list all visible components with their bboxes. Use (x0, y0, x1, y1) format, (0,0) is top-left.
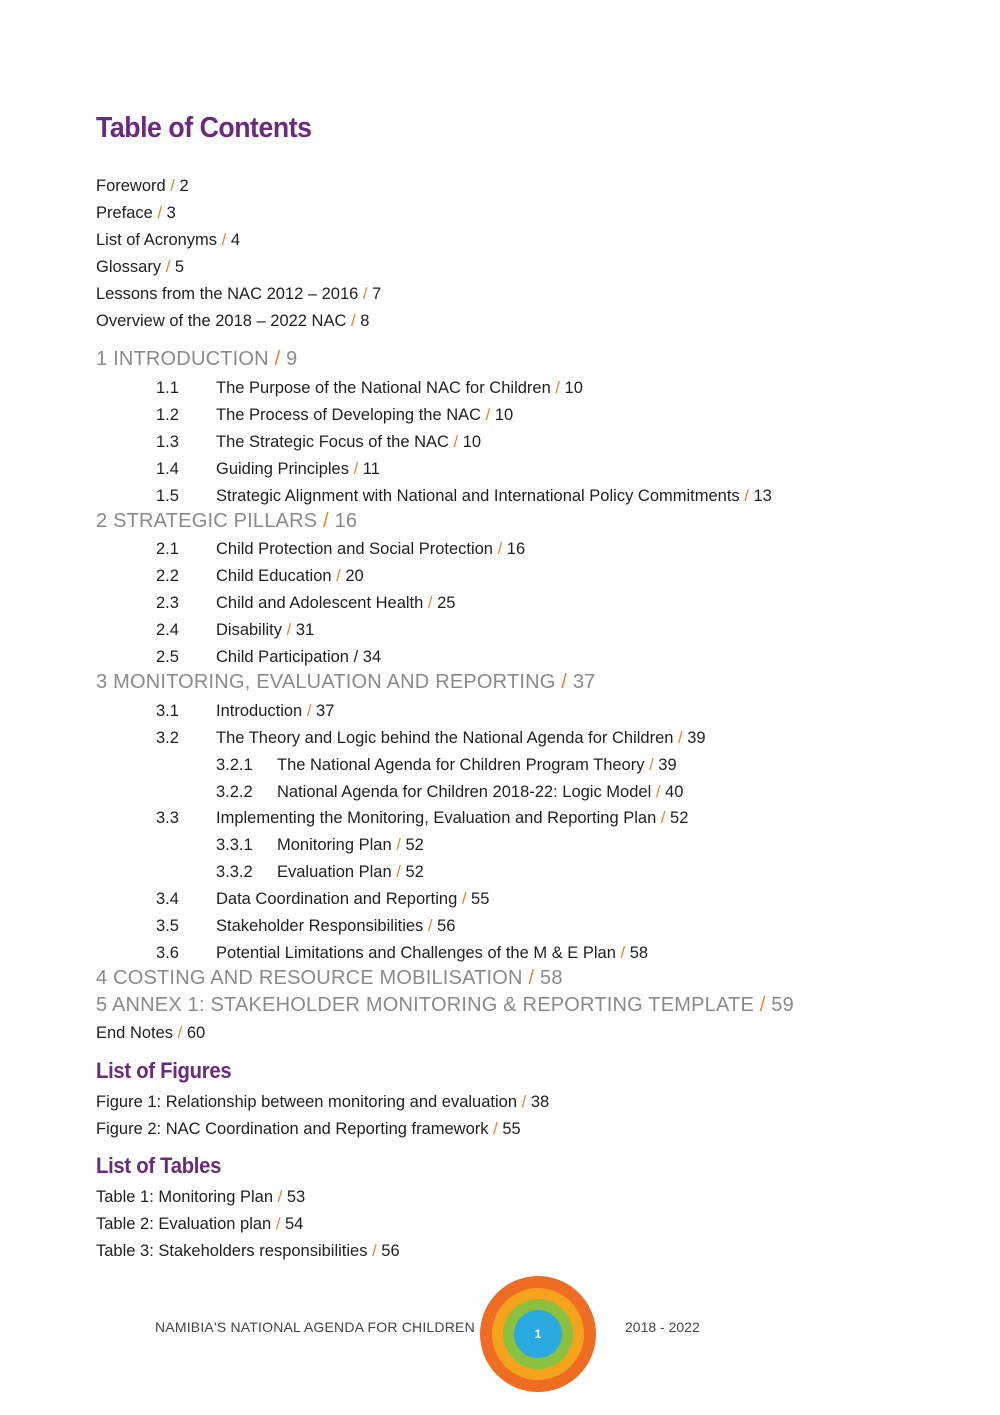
toc-entry-3-2[interactable] (156, 728, 706, 748)
entry-number: 1.4 (156, 460, 179, 478)
chapter-page: 58 (540, 967, 563, 989)
entry-page: 37 (316, 702, 335, 720)
toc-table-1[interactable] (96, 1187, 305, 1207)
toc-entry-1-2[interactable] (156, 405, 513, 425)
toc-chapter-costing[interactable] (96, 966, 563, 990)
chapter-label: 2 STRATEGIC PILLARS (96, 510, 318, 532)
page-separator: / (759, 994, 766, 1016)
page-separator: / (323, 510, 329, 532)
entry-number: 2.1 (156, 540, 179, 558)
toc-table-3[interactable] (96, 1241, 400, 1261)
entry-number: 3.2 (156, 729, 179, 747)
page-separator: / (277, 1188, 283, 1206)
entry-label: Table 2: Evaluation plan (96, 1215, 272, 1233)
entry-label: The Purpose of the National NAC for Children (216, 379, 551, 397)
entry-label: The National Agenda for Children Program Theory (277, 756, 645, 774)
entry-label: Table 3: Stakeholders responsibilities (96, 1242, 368, 1260)
entry-label: Data Coordination and Reporting (216, 890, 458, 908)
toc-entry-endnotes[interactable] (96, 1023, 205, 1043)
entry-page: 55 (471, 890, 490, 908)
entry-page: 34 (362, 648, 382, 666)
toc-entry-3-3-2[interactable] (216, 862, 424, 882)
list-of-figures-heading: List of Figures (96, 1058, 232, 1083)
entry-page: 10 (494, 406, 514, 424)
entry-page: 10 (462, 433, 482, 451)
entry-label: Guiding Principles (216, 460, 349, 478)
entry-label: Preface (96, 204, 153, 222)
toc-entry-1-4[interactable] (156, 459, 380, 479)
entry-label: Lessons from the NAC 2012 – 2016 (96, 285, 359, 303)
entry-label: Disability (216, 621, 283, 639)
entry-number: 3.4 (156, 890, 179, 908)
page-separator: / (372, 1242, 377, 1260)
entry-number: 2.4 (156, 621, 179, 639)
entry-page: 52 (405, 836, 424, 854)
page-separator: / (461, 890, 467, 908)
toc-table-2[interactable] (96, 1214, 303, 1234)
toc-entry-2-2[interactable] (156, 566, 364, 586)
entry-number: 1.2 (156, 406, 179, 424)
page-separator: / (555, 379, 560, 397)
entry-number: 3.3 (156, 809, 179, 827)
page-separator: / (221, 231, 227, 249)
entry-page: 54 (285, 1215, 304, 1233)
toc-entry-2-4[interactable] (156, 620, 314, 640)
entry-label: Strategic Alignment with National and International Policy Commitments (216, 487, 740, 505)
page-separator: / (620, 944, 626, 962)
toc-entry-overview[interactable] (96, 311, 369, 331)
entry-number: 1.1 (156, 379, 179, 397)
entry-page: 20 (345, 567, 364, 585)
toc-entry-3-2-2[interactable] (216, 782, 683, 802)
entry-number: 3.3.2 (216, 863, 253, 881)
entry-page: 56 (381, 1242, 400, 1260)
toc-entry-foreword[interactable] (96, 176, 189, 196)
entry-label: Implementing the Monitoring, Evaluation and Reporting Plan (216, 809, 657, 827)
entry-label: Evaluation Plan (277, 863, 392, 881)
toc-entry-3-1[interactable] (156, 701, 334, 721)
entry-label: Figure 1: Relationship between monitoring and evaluation (96, 1093, 518, 1111)
toc-entry-acronyms[interactable] (96, 230, 240, 250)
page-separator: / (336, 567, 341, 585)
page-separator: / (649, 756, 654, 774)
entry-label: Potential Limitations and Challenges of the M & E Plan (216, 944, 616, 962)
page-separator: / (453, 433, 459, 451)
entry-number: 2.5 (156, 648, 179, 666)
entry-page: 13 (753, 487, 772, 505)
footer-document-title: NAMIBIA'S NATIONAL AGENDA FOR CHILDREN (155, 1319, 475, 1335)
entry-number: 3.2.1 (216, 756, 253, 774)
entry-page: 58 (629, 944, 649, 962)
page-separator: / (353, 460, 359, 478)
page-separator: / (678, 729, 683, 747)
toc-entry-2-1[interactable] (156, 539, 525, 559)
toc-entry-2-5[interactable] (156, 647, 381, 667)
entry-page: 31 (295, 621, 315, 639)
page-separator: / (275, 1215, 281, 1233)
page-separator: / (286, 621, 292, 639)
entry-page: 40 (665, 783, 684, 801)
page-separator: / (170, 177, 175, 195)
toc-chapter-annex[interactable] (96, 993, 794, 1017)
chapter-page: 59 (771, 994, 794, 1016)
entry-page: 39 (658, 756, 677, 774)
toc-entry-3-6[interactable] (156, 943, 648, 963)
toc-chapter-strategic-pillars[interactable] (96, 509, 357, 533)
chapter-label: 4 COSTING AND RESOURCE MOBILISATION (96, 967, 523, 989)
page-title: Table of Contents (96, 112, 312, 144)
page-separator: / (497, 540, 503, 558)
page-separator: / (485, 406, 491, 424)
page-separator: / (353, 648, 359, 666)
entry-label: Introduction (216, 702, 303, 720)
entry-page: 25 (437, 594, 456, 612)
page-separator: / (396, 836, 401, 854)
entry-label: List of Acronyms (96, 231, 218, 249)
entry-page: 39 (687, 729, 706, 747)
entry-label: Child Protection and Social Protection (216, 540, 493, 558)
page-separator: / (744, 487, 749, 505)
entry-label: Monitoring Plan (277, 836, 392, 854)
page-separator: / (351, 312, 356, 330)
entry-number: 1.5 (156, 487, 179, 505)
entry-page: 4 (230, 231, 241, 249)
entry-number: 3.1 (156, 702, 179, 720)
chapter-page: 16 (334, 510, 358, 532)
toc-entry-3-5[interactable] (156, 916, 455, 936)
entry-label: The Strategic Focus of the NAC (216, 433, 449, 451)
entry-page: 2 (179, 177, 189, 195)
entry-number: 3.2.2 (216, 783, 253, 801)
entry-page: 10 (564, 379, 583, 397)
page-separator: / (528, 967, 535, 989)
entry-label: The Process of Developing the NAC (216, 406, 482, 424)
entry-page: 11 (362, 460, 380, 478)
toc-figure-1[interactable] (96, 1092, 549, 1112)
entry-label: Stakeholder Responsibilities (216, 917, 424, 935)
entry-page: 53 (286, 1188, 306, 1206)
entry-label: Table 1: Monitoring Plan (96, 1188, 274, 1206)
toc-entry-3-3-1[interactable] (216, 835, 424, 855)
toc-entry-1-1[interactable] (156, 378, 583, 398)
entry-number: 3.3.1 (216, 836, 253, 854)
entry-label: Foreword (96, 177, 166, 195)
entry-number: 3.6 (156, 944, 179, 962)
page-separator: / (306, 702, 312, 720)
toc-chapter-introduction[interactable] (96, 347, 297, 371)
toc-entry-1-3[interactable] (156, 432, 481, 452)
entry-page: 52 (670, 809, 689, 827)
entry-number: 2.3 (156, 594, 179, 612)
entry-number: 1.3 (156, 433, 179, 451)
page-separator: / (157, 204, 163, 222)
entry-page: 8 (360, 312, 370, 330)
page-separator: / (561, 671, 568, 693)
chapter-label: 5 ANNEX 1: STAKEHOLDER MONITORING & REPORTING TEMPLATE (96, 994, 754, 1016)
entry-label: Child Participation (216, 648, 349, 666)
entry-label: Glossary (96, 258, 162, 276)
toc-entry-3-3[interactable] (156, 808, 688, 828)
entry-page: 5 (174, 258, 185, 276)
entry-number: 3.5 (156, 917, 179, 935)
entry-label: Child and Adolescent Health (216, 594, 424, 612)
toc-entry-2-3[interactable] (156, 593, 455, 613)
chapter-page: 9 (286, 348, 298, 370)
chapter-page: 37 (572, 671, 596, 693)
entry-page: 60 (186, 1024, 206, 1042)
entry-label: Overview of the 2018 – 2022 NAC (96, 312, 347, 330)
page-separator: / (427, 917, 433, 935)
page-separator: / (274, 348, 281, 370)
toc-entry-1-5[interactable] (156, 486, 772, 506)
page-separator: / (660, 809, 666, 827)
page-separator: / (427, 594, 433, 612)
entry-page: 55 (502, 1120, 521, 1138)
entry-page: 38 (530, 1093, 550, 1111)
entry-label: Child Education (216, 567, 332, 585)
page-separator: / (362, 285, 368, 303)
page-separator: / (521, 1093, 527, 1111)
toc-entry-lessons[interactable] (96, 284, 381, 304)
toc-figure-2[interactable] (96, 1119, 521, 1139)
toc-entry-3-2-1[interactable] (216, 755, 677, 775)
page-number: 1 (534, 1327, 542, 1341)
entry-page: 52 (405, 863, 424, 881)
list-of-tables-heading: List of Tables (96, 1153, 222, 1178)
toc-entry-glossary[interactable] (96, 257, 184, 277)
entry-label: Figure 2: NAC Coordination and Reporting framework (96, 1120, 489, 1138)
entry-page: 16 (506, 540, 526, 558)
chapter-label: 1 INTRODUCTION (96, 348, 269, 370)
toc-entry-3-4[interactable] (156, 889, 489, 909)
toc-chapter-monitoring[interactable] (96, 670, 595, 694)
entry-page: 56 (437, 917, 456, 935)
entry-number: 2.2 (156, 567, 179, 585)
chapter-label: 3 MONITORING, EVALUATION AND REPORTING (96, 671, 556, 693)
concentric-rings-logo (479, 1275, 597, 1393)
page-separator: / (165, 258, 171, 276)
page-separator: / (396, 863, 401, 881)
toc-entry-preface[interactable] (96, 203, 176, 223)
page-separator: / (655, 783, 661, 801)
entry-page: 7 (372, 285, 382, 303)
footer-years: 2018 - 2022 (625, 1319, 700, 1335)
page-separator: / (177, 1024, 183, 1042)
entry-label: The Theory and Logic behind the National Agenda for Children (216, 729, 674, 747)
entry-label: End Notes (96, 1024, 174, 1042)
page-separator: / (493, 1120, 498, 1138)
entry-label: National Agenda for Children 2018-22: Logic Model (277, 783, 652, 801)
entry-page: 3 (166, 204, 176, 222)
